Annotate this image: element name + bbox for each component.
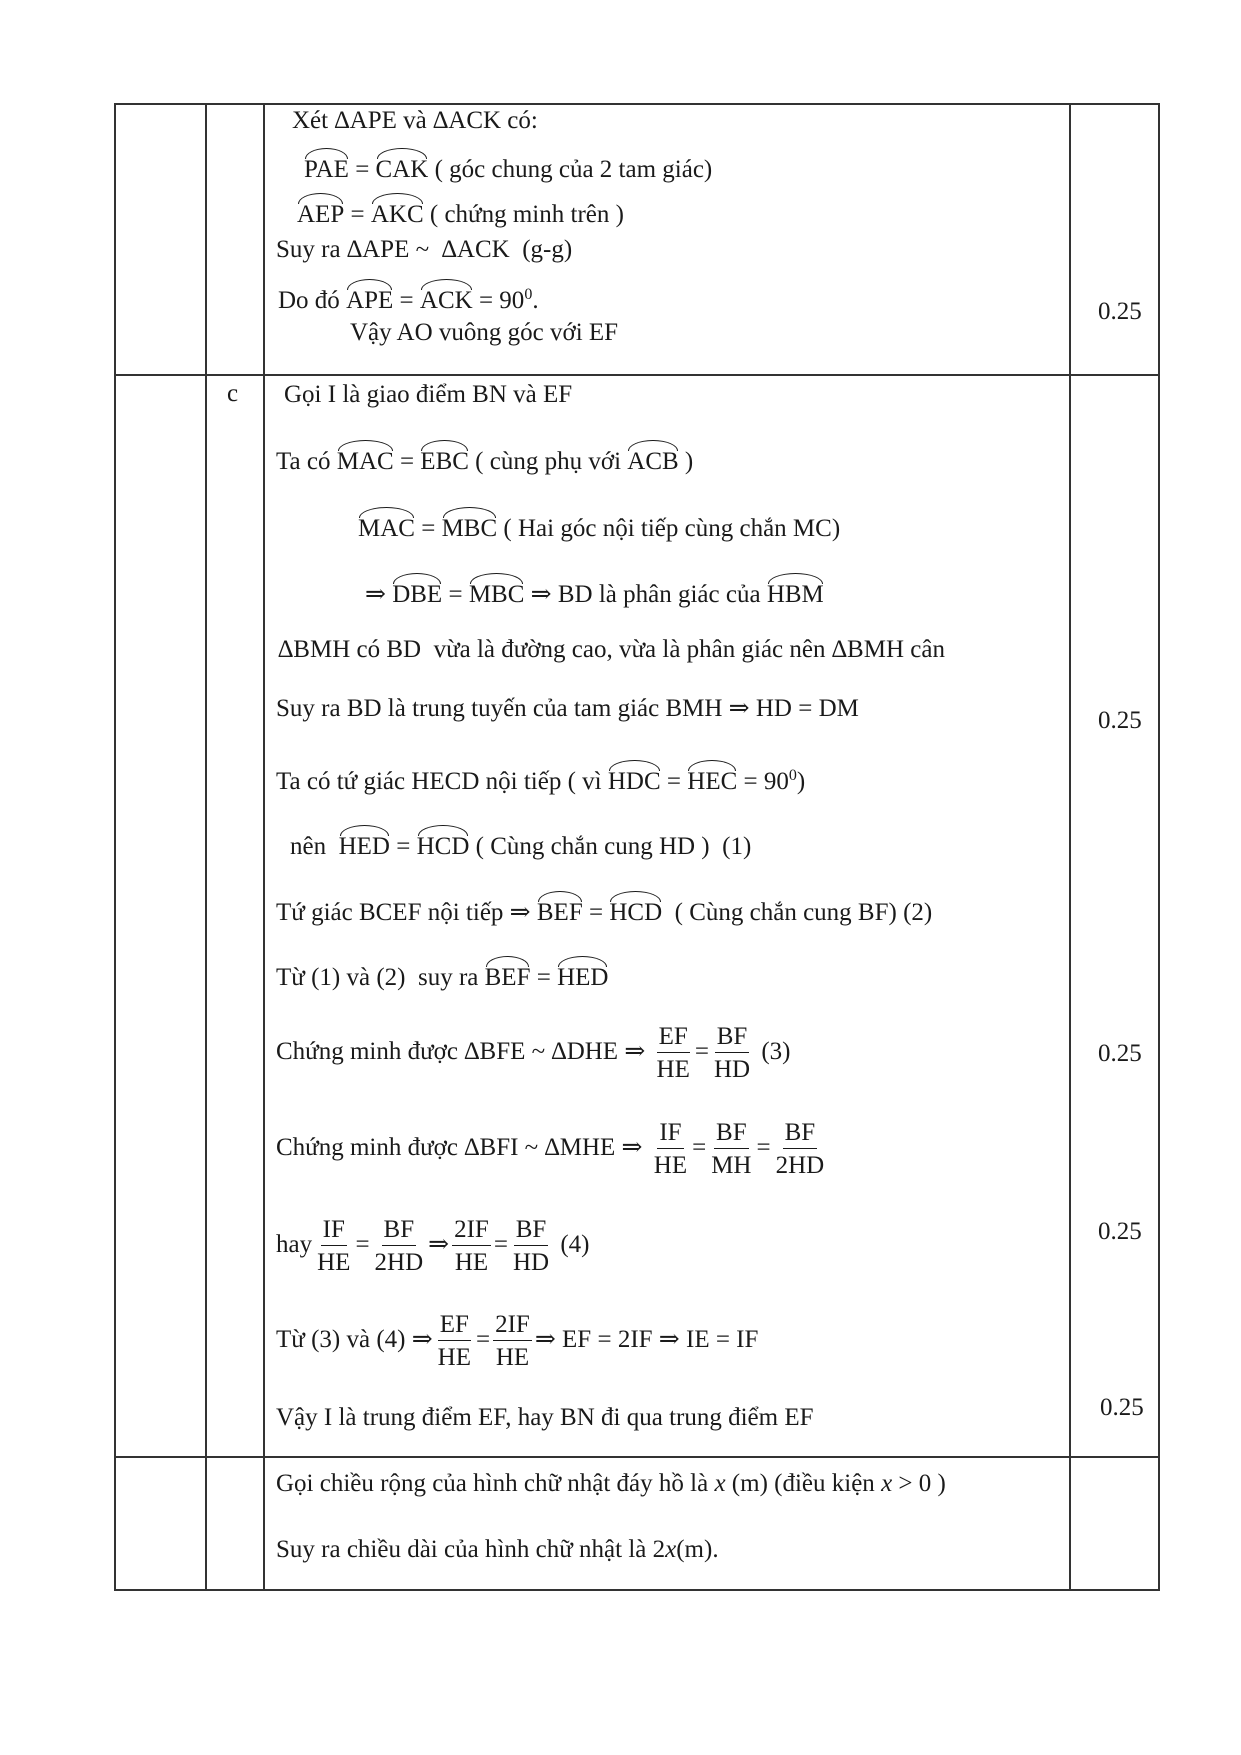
score-value: 0.25 <box>1098 1218 1142 1245</box>
score-value: 0.25 <box>1098 298 1142 325</box>
solution-line: nên HED = HCD ( Cùng chắn cung HD ) (1) <box>290 828 751 862</box>
part-label: c <box>227 380 239 407</box>
solution-line: Từ (3) và (4) ⇒ $\frac{EF}{HE}$ = $\frac{2IF}{HE}$ ⇒ EF = 2IF ⇒ IE = IF <box>276 1311 759 1372</box>
table-border-top <box>114 103 1160 105</box>
solution-line: Chứng minh được ∆BFE ~ ∆DHE ⇒ $\frac{EF}{HE}$ = $\frac{BF}{HD}$ (3) <box>276 1023 791 1084</box>
solution-line: Gọi chiều rộng của hình chữ nhật đáy hồ là x (m) (điều kiện x > 0 ) <box>276 1470 946 1497</box>
solution-line: Vậy I là trung điểm EF, hay BN đi qua trung điểm EF <box>276 1404 814 1431</box>
solution-line: AEP = AKC ( chứng minh trên ) <box>297 196 624 230</box>
solution-line: Gọi I là giao điểm BN và EF <box>284 381 573 408</box>
table-border-bottom <box>114 1589 1160 1591</box>
solution-line: Vậy AO vuông góc với EF <box>350 319 619 346</box>
column-divider <box>263 103 265 1591</box>
column-divider <box>114 103 116 1591</box>
score-value: 0.25 <box>1100 1394 1144 1421</box>
score-value: 0.25 <box>1098 1040 1142 1067</box>
solution-line: Tứ giác BCEF nội tiếp ⇒ BEF = HCD ( Cùng chắn cung BF) (2) <box>276 894 932 928</box>
solution-line: Chứng minh được ∆BFI ~ ∆MHE ⇒ $\frac{IF}{HE}$ = $\frac{BF}{MH}$ = $\frac{BF}{2HD}$ <box>276 1119 825 1180</box>
solution-line: Ta có tứ giác HECD nội tiếp ( vì HDC = HEC = $90^0$) <box>276 761 805 797</box>
solution-line: PAE = CAK ( góc chung của 2 tam giác) <box>304 151 712 185</box>
solution-line: ⇒ DBE = MBC ⇒ BD là phân giác của HBM <box>365 576 824 610</box>
row-divider <box>114 1456 1160 1458</box>
solution-line: MAC = MBC ( Hai góc nội tiếp cùng chắn MC) <box>358 510 840 544</box>
solution-line: Suy ra chiều dài của hình chữ nhật là 2x(m). <box>276 1536 719 1563</box>
solution-line: Do đó APE = ACK = $90^0$. <box>278 280 539 316</box>
score-value: 0.25 <box>1098 707 1142 734</box>
column-divider <box>205 103 207 1591</box>
solution-line: hay $\frac{IF}{HE}$ = $\frac{BF}{2HD}$ ⇒ $\frac{2IF}{HE}$ = $\frac{BF}{HD}$ (4) <box>276 1216 590 1277</box>
solution-line: ∆BMH có BD vừa là đường cao, vừa là phân giác nên ∆BMH cân <box>278 636 945 663</box>
column-divider <box>1158 103 1160 1591</box>
solution-line: Ta có MAC = EBC ( cùng phụ với ACB ) <box>276 443 693 477</box>
row-divider <box>114 374 1160 376</box>
solution-line: Từ (1) và (2) suy ra BEF = HED <box>276 959 608 993</box>
column-divider <box>1069 103 1071 1591</box>
solution-line: Suy ra BD là trung tuyến của tam giác BMH ⇒ HD = DM <box>276 695 859 722</box>
solution-line: Suy ra ∆APE ~ ∆ACK (g-g) <box>276 236 573 263</box>
solution-line: Xét ∆APE và ∆ACK có: <box>292 107 538 134</box>
